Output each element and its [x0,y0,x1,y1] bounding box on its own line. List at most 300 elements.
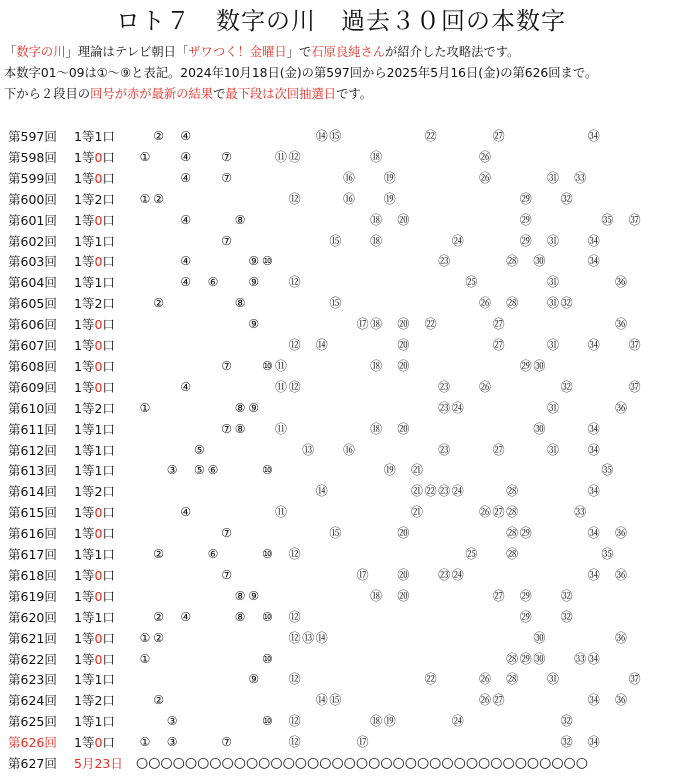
drawn-number: ㉔ [451,233,464,248]
draw-number: 第600回 [8,191,57,207]
drawn-number: ㉓ [438,400,451,415]
winner-count: 1等0口 [74,505,115,521]
draw-number: 第619回 [8,588,57,604]
drawn-number: ⑮ [329,526,342,541]
highlight-program: ザワつく！金曜日 [188,45,287,59]
drawn-number: ⑯ [342,191,355,206]
next-draw-date: 5月23日 [74,756,123,771]
winner-count: 1等0口 [74,651,115,667]
draw-number: 第615回 [8,505,57,521]
drawn-number: ㉕ [465,275,478,290]
winner-count: 1等2口 [74,484,115,500]
winner-count: 1等2口 [74,191,115,207]
drawn-number: ⑰ [356,317,369,332]
drawn-number: ⑦ [221,170,232,185]
highlight-next: 最下段は次回抽選日 [225,87,337,101]
drawn-number: ⑫ [288,714,301,729]
table-row [0,649,682,670]
winner-count: 1等2口 [74,296,115,312]
table-row [0,377,682,398]
draw-number: 第607回 [8,338,57,353]
drawn-number: ㉒ [424,317,437,332]
drawn-number: ④ [180,505,192,520]
drawn-number: ⑫ [288,609,301,624]
drawn-number: ⑯ [342,442,355,457]
drawn-number: ㉘ [506,505,519,520]
drawn-number: ㉛ [546,442,559,457]
drawn-number: ⑩ [262,254,273,269]
drawn-number: ⑯ [342,170,355,185]
drawn-number: ㉒ [424,484,437,499]
drawn-number: ㉙ [519,588,532,603]
winner-count: 1等0口 [74,358,115,374]
drawn-number: ㉙ [519,609,532,624]
table-row [0,272,682,293]
winner-count: 1等0口 [74,254,115,270]
drawn-number: ⑤ [194,442,205,457]
drawn-number: ㊲ [628,672,641,687]
drawn-number: ㉝ [574,170,587,185]
drawn-number: ㉘ [506,296,519,311]
table-row [0,440,682,461]
drawn-number: ㉒ [424,672,437,687]
drawn-number: ⑦ [221,735,232,750]
drawn-number: ㉚ [533,651,546,666]
drawn-number: ㊱ [614,317,627,332]
drawn-number: ㉜ [560,379,573,394]
drawn-number: ⑱ [370,212,383,227]
drawn-number: ⑳ [397,567,410,582]
draw-number: 第626回 [8,735,57,751]
drawn-number: ⑳ [397,338,410,352]
drawn-number: ⑳ [397,421,410,436]
drawn-number: ③ [166,714,178,729]
winner-count: 1等1口 [74,129,115,144]
drawn-number: ㉞ [587,693,600,708]
drawn-number: ⑪ [274,379,287,394]
drawn-number: ⑫ [288,547,301,561]
drawn-number: ㉔ [451,484,464,499]
drawn-number: ② [153,609,164,624]
drawn-number: ⑫ [288,379,301,394]
drawn-number: ⑲ [383,191,396,206]
drawn-number: ㉞ [587,567,600,582]
drawn-number: ④ [180,129,192,143]
drawn-number: ⑭ [315,484,328,499]
drawn-number: ⑦ [221,567,232,582]
drawn-number: ④ [180,609,192,624]
winner-count: 1等0口 [74,338,115,353]
drawn-number: ⑦ [221,526,232,541]
winner-count: 1等0口 [74,588,115,604]
table-row [0,168,682,189]
drawn-number: ㉞ [587,442,600,457]
drawn-number: ② [153,191,164,206]
draw-number: 第614回 [8,484,57,500]
drawn-number: ⑳ [397,358,410,373]
draw-number: 第620回 [8,609,57,625]
drawn-number: ㊲ [628,338,641,352]
drawn-number: ㉞ [587,526,600,541]
drawn-number: ㉖ [478,149,491,164]
drawn-number: ㉜ [560,296,573,311]
drawn-number: ⑬ [302,630,315,645]
drawn-number: ㉖ [478,296,491,311]
winner-count: 1等0口 [74,212,115,228]
drawn-number: ④ [180,149,192,164]
drawn-number: ㉜ [560,191,573,206]
winner-count: 1等1口 [74,463,115,479]
next-draw-number: 第627回 [8,756,57,771]
draw-number: 第611回 [8,421,57,437]
draw-number: 第609回 [8,379,57,395]
draw-number: 第610回 [8,400,57,416]
drawn-number: ⑤ [194,463,205,478]
drawn-number: ㊱ [614,567,627,582]
highlight-theory: 数字の川 [16,45,66,59]
drawn-number: ③ [166,463,178,478]
drawn-number: ㉗ [492,442,505,457]
table-row [0,314,682,335]
draw-number: 第622回 [8,651,57,667]
drawn-number: ㉓ [438,567,451,582]
winner-count: 1等2口 [74,400,115,416]
drawn-number: ⑲ [383,170,396,185]
drawn-number: ㉖ [478,505,491,520]
drawn-number: ② [153,630,164,645]
drawn-number: ⑦ [221,149,232,164]
drawn-number: ㉝ [574,651,587,666]
drawn-number: ⑭ [315,338,328,352]
drawn-number: ㉟ [601,547,614,561]
intro-line-1: 「数字の川」理論はテレビ朝日「ザワつく！金曜日」で石原良純さんが紹介した攻略法です。 [4,45,520,59]
table-row [0,335,682,356]
drawn-number: ⑥ [207,463,219,478]
draw-number: 第616回 [8,526,57,542]
table-row [0,419,682,440]
table-row [0,293,682,314]
drawn-number: ① [139,630,151,645]
drawn-number: ⑱ [370,149,383,164]
drawn-number: ㉙ [519,191,532,206]
drawn-number: ⑱ [370,714,383,729]
drawn-number: ⑨ [248,400,260,415]
drawn-number: ㉙ [519,358,532,373]
drawn-number: ⑨ [248,588,260,603]
drawn-number: ㉘ [506,526,519,541]
drawn-number: ⑰ [356,567,369,582]
table-row [0,565,682,586]
drawn-number: ⑭ [315,693,328,708]
drawn-number: ㉘ [506,672,519,687]
drawn-number: ㉛ [546,672,559,687]
drawn-number: ㉟ [601,463,614,478]
page-title: ロト７ 数字の川 過去３０回の本数字 [116,7,566,35]
table-row [0,628,682,649]
table-row [0,147,682,168]
drawn-number: ㉑ [410,463,423,478]
drawn-number: ㉞ [587,421,600,436]
drawn-number: ㊱ [614,693,627,708]
drawn-number: ⑬ [302,442,315,457]
draw-number: 第597回 [8,129,57,144]
drawn-number: ⑳ [397,212,410,227]
drawn-number: ⑩ [262,463,273,478]
drawn-number: ② [153,296,164,311]
drawn-number: ⑧ [234,296,246,311]
drawn-number: ⑨ [248,275,260,290]
drawn-number: ② [153,547,164,561]
drawn-number: ⑪ [274,421,287,436]
draw-number: 第602回 [8,233,57,249]
drawn-number: ④ [180,212,192,227]
drawn-number: ㊲ [628,379,641,394]
winner-count: 1等0口 [74,735,115,751]
drawn-number: ⑩ [262,651,273,666]
drawn-number: ㉒ [424,129,437,143]
drawn-number: ① [139,191,151,206]
drawn-number: ㉑ [410,484,423,499]
drawn-number: ㉗ [492,588,505,603]
table-row [0,669,682,690]
drawn-number: ⑦ [221,233,232,248]
drawn-number: ⑫ [288,275,301,290]
table-row [0,398,682,419]
drawn-number: ⑱ [370,233,383,248]
drawn-number: ⑥ [207,547,219,561]
drawn-number: ㉘ [506,484,519,499]
table-row [0,711,682,732]
intro-line-2: 本数字01〜09は①〜⑨と表記。2024年10月18日(金)の第597回から2025年5月16日(金)の第626回まで。 [4,66,598,80]
drawn-number: ㉜ [560,609,573,624]
table-row [0,523,682,544]
drawn-number: ㉖ [478,379,491,394]
drawn-number: ⑦ [221,358,232,373]
winner-count: 1等0口 [74,526,115,542]
intro-line-3: 下から２段目の回号が赤が最新の結果で最下段は次回抽選日です。 [4,87,372,101]
draw-number: 第608回 [8,358,57,374]
drawn-number: ⑰ [356,735,369,750]
draw-number: 第624回 [8,693,57,709]
winner-count: 1等0口 [74,170,115,186]
drawn-number: ⑮ [329,129,342,143]
drawn-number: ㉗ [492,338,505,352]
table-row [0,690,682,711]
drawn-number: ㉘ [506,254,519,269]
draw-number: 第612回 [8,442,57,458]
drawn-number: ① [139,651,151,666]
drawn-number: ⑲ [383,714,396,729]
drawn-number: ④ [180,275,192,290]
drawn-number: ⑪ [274,505,287,520]
drawn-number: ㉙ [519,651,532,666]
drawn-number: ② [153,129,164,143]
draw-number: 第604回 [8,275,57,291]
winner-count: 1等1口 [74,714,115,730]
draw-number: 第599回 [8,170,57,186]
drawn-number: ㉔ [451,567,464,582]
winner-count: 1等1口 [74,672,115,688]
draw-number: 第606回 [8,317,57,333]
drawn-number: ㉞ [587,651,600,666]
drawn-number: ㉞ [587,735,600,750]
drawn-number: ⑧ [234,212,246,227]
drawn-number: ㉙ [519,526,532,541]
drawn-number: ㉜ [560,714,573,729]
drawn-number: ㉚ [533,254,546,269]
winner-count: 1等1口 [74,609,115,625]
next-draw-placeholders: ○○○○○○○○○○○○○○○○○○○○○○○○○○○○○○○○○○○○○ [136,755,588,771]
drawn-number: ㉘ [506,651,519,666]
drawn-number: ⑩ [262,358,273,373]
drawn-number: ⑥ [207,275,219,290]
drawn-number: ⑱ [370,421,383,436]
drawn-number: ㉞ [587,338,600,352]
drawn-number: ㉞ [587,254,600,269]
drawn-number: ⑲ [383,463,396,478]
drawn-number: ㉔ [451,400,464,415]
draw-number: 第601回 [8,212,57,228]
highlight-person: 石原良純さん [311,45,386,59]
table-row [0,586,682,607]
draw-number: 第605回 [8,296,57,312]
draw-number: 第623回 [8,672,57,688]
drawn-number: ⑨ [248,254,260,269]
drawn-number: ㉚ [533,358,546,373]
drawn-number: ⑪ [274,358,287,373]
drawn-number: ㉗ [492,129,505,143]
next-draw-row [0,753,682,774]
drawn-number: ⑭ [315,129,328,143]
drawn-number: ㊱ [614,526,627,541]
drawn-number: ㉓ [438,484,451,499]
drawn-number: ㉖ [478,672,491,687]
winner-count: 1等0口 [74,630,115,646]
draw-number: 第598回 [8,149,57,165]
table-row [0,356,682,377]
drawn-number: ㉕ [465,547,478,561]
drawn-number: ㉛ [546,170,559,185]
table-row [0,126,682,147]
drawn-number: ⑫ [288,630,301,645]
drawn-number: ㊱ [614,400,627,415]
drawn-number: ㉟ [601,212,614,227]
drawn-number: ⑳ [397,526,410,541]
table-row [0,544,682,565]
drawn-number: ㉑ [410,505,423,520]
drawn-number: ⑫ [288,191,301,206]
drawn-number: ㉖ [478,170,491,185]
drawn-number: ㊲ [628,212,641,227]
drawn-number: ⑫ [288,149,301,164]
table-row [0,460,682,481]
drawn-number: ④ [180,254,192,269]
drawn-number: ⑧ [234,588,246,603]
drawn-number: ㉛ [546,400,559,415]
drawn-number: ① [139,735,151,750]
drawn-number: ⑫ [288,672,301,687]
draw-number: 第618回 [8,567,57,583]
drawn-number: ① [139,400,151,415]
winner-count: 1等2口 [74,693,115,709]
drawn-number: ㉛ [546,338,559,352]
drawn-number: ⑦ [221,421,232,436]
drawn-number: ⑩ [262,609,273,624]
drawn-number: ⑮ [329,296,342,311]
drawn-number: ㉚ [533,630,546,645]
table-row [0,607,682,628]
table-row [0,189,682,210]
drawn-number: ④ [180,170,192,185]
drawn-number: ⑱ [370,317,383,332]
drawn-number: ㉗ [492,693,505,708]
winner-count: 1等0口 [74,149,115,165]
drawn-number: ① [139,149,151,164]
winner-count: 1等0口 [74,379,115,395]
draw-number: 第603回 [8,254,57,270]
drawn-number: ㉛ [546,233,559,248]
drawn-number: ㉗ [492,505,505,520]
drawn-number: ㉜ [560,735,573,750]
drawn-number: ㉖ [478,693,491,708]
drawn-number: ⑳ [397,317,410,332]
drawn-number: ③ [166,735,178,750]
winner-count: 1等1口 [74,442,115,458]
drawn-number: ㉚ [533,421,546,436]
drawn-number: ㉝ [574,505,587,520]
drawn-number: ⑪ [274,149,287,164]
table-row [0,502,682,523]
drawn-number: ㉜ [560,588,573,603]
drawn-number: ⑱ [370,588,383,603]
drawn-number: ㉔ [451,714,464,729]
drawn-number: ㊱ [614,630,627,645]
drawn-number: ㉓ [438,379,451,394]
drawn-number: ㉙ [519,233,532,248]
drawn-number: ㉓ [438,254,451,269]
drawn-number: ㉛ [546,296,559,311]
drawn-number: ⑧ [234,400,246,415]
drawn-number: ④ [180,379,192,394]
drawn-number: ⑨ [248,317,260,332]
draw-number: 第621回 [8,630,57,646]
table-row [0,210,682,231]
winner-count: 1等1口 [74,547,115,562]
drawn-number: ⑫ [288,338,301,352]
drawn-number: ② [153,693,164,708]
drawn-number: ⑩ [262,714,273,729]
table-row [0,481,682,502]
draw-number: 第613回 [8,463,57,479]
table-row [0,732,682,753]
winner-count: 1等0口 [74,317,115,333]
winner-count: 1等1口 [74,421,115,437]
drawn-number: ㉘ [506,547,519,561]
winner-count: 1等1口 [74,275,115,291]
draw-number: 第617回 [8,547,57,562]
drawn-number: ㉛ [546,275,559,290]
draw-number: 第625回 [8,714,57,730]
drawn-number: ㉞ [587,129,600,143]
drawn-number: ㊱ [614,275,627,290]
drawn-number: ㉙ [519,212,532,227]
table-row [0,251,682,272]
winner-count: 1等0口 [74,567,115,583]
drawn-number: ⑨ [248,672,260,687]
drawn-number: ⑧ [234,609,246,624]
drawn-number: ㉓ [438,442,451,457]
drawn-number: ⑩ [262,547,273,561]
